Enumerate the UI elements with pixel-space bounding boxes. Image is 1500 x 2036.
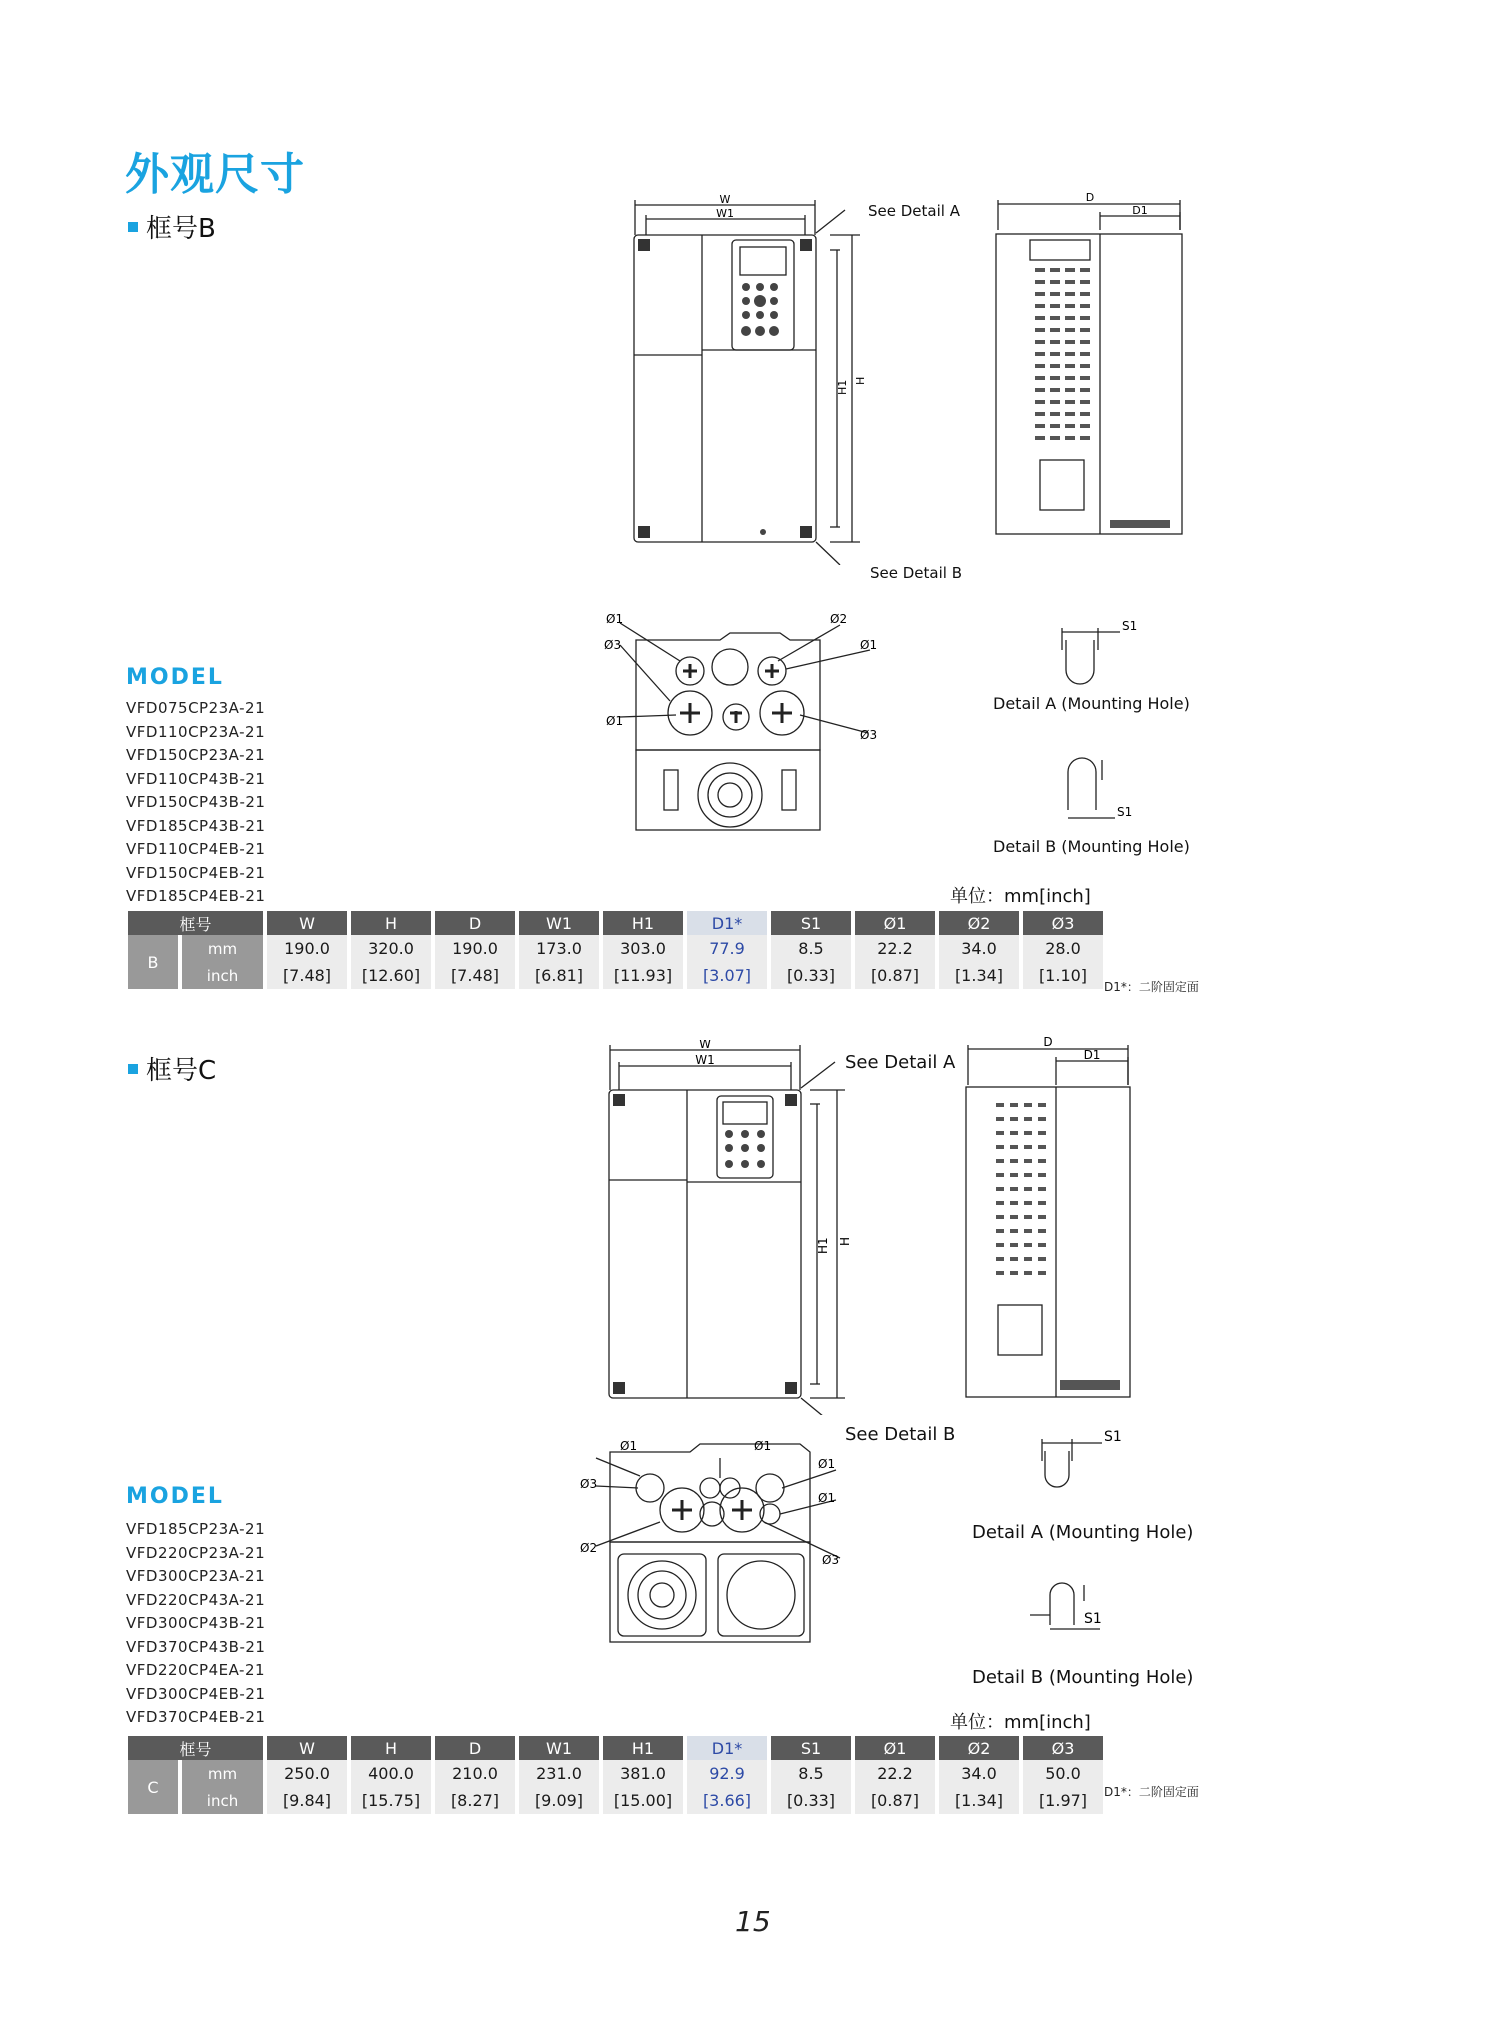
dim-h-label: H bbox=[838, 1236, 852, 1246]
phi1-label: Ø1 bbox=[754, 1439, 772, 1453]
table-cell: 210.0 bbox=[433, 1760, 517, 1787]
table-row bbox=[128, 962, 1105, 989]
table-cell: [3.66] bbox=[685, 1787, 769, 1814]
model-heading: MODEL bbox=[126, 1484, 224, 1509]
table-header: Ø2 bbox=[937, 911, 1021, 935]
table-cell: [9.09] bbox=[517, 1787, 601, 1814]
table-row bbox=[128, 935, 1105, 962]
phi3-label: Ø3 bbox=[580, 1477, 598, 1491]
page-title: 外观尺寸 bbox=[125, 149, 305, 200]
frame-b-detail-drawings bbox=[1040, 610, 1190, 820]
table-header: D bbox=[433, 1736, 517, 1760]
square-bullet-icon bbox=[128, 1064, 138, 1074]
s1-label: S1 bbox=[1084, 1611, 1102, 1627]
footnote: D1*：二阶固定面 bbox=[1104, 980, 1199, 994]
table-header: Ø3 bbox=[1021, 911, 1105, 935]
phi1-label: Ø1 bbox=[860, 638, 878, 652]
table-header: W bbox=[265, 911, 349, 935]
list-item: VFD220CP4EA-21 bbox=[126, 1661, 266, 1679]
table-cell: 77.9 bbox=[685, 935, 769, 962]
table-header: H1 bbox=[601, 1736, 685, 1760]
phi1-label: Ø1 bbox=[606, 714, 624, 728]
dim-w1-label: W1 bbox=[695, 1053, 715, 1067]
table-cell: [8.27] bbox=[433, 1787, 517, 1814]
list-item: VFD185CP43B-21 bbox=[126, 816, 266, 835]
dim-h1-label: H1 bbox=[836, 379, 849, 395]
table-cell: 28.0 bbox=[1021, 935, 1105, 962]
s1-label: S1 bbox=[1104, 1429, 1122, 1445]
table-cell: 231.0 bbox=[517, 1760, 601, 1787]
see-detail-a-label: See Detail A bbox=[845, 1052, 956, 1073]
table-cell: 190.0 bbox=[433, 935, 517, 962]
table-cell: [3.07] bbox=[685, 962, 769, 989]
list-item: VFD370CP4EB-21 bbox=[126, 1708, 266, 1726]
table-header: S1 bbox=[769, 911, 853, 935]
list-item: VFD300CP23A-21 bbox=[126, 1567, 266, 1585]
table-cell: 34.0 bbox=[937, 935, 1021, 962]
table-cell: 8.5 bbox=[769, 1760, 853, 1787]
frame-cell: B bbox=[128, 935, 180, 989]
unit-label: 单位：mm[inch] bbox=[950, 886, 1091, 907]
table-cell: 250.0 bbox=[265, 1760, 349, 1787]
frame-b-front-view bbox=[630, 195, 890, 565]
table-cell: [9.84] bbox=[265, 1787, 349, 1814]
table-cell: [12.60] bbox=[349, 962, 433, 989]
unit-cell: mm bbox=[180, 1760, 265, 1787]
table-header: Ø3 bbox=[1021, 1736, 1105, 1760]
detail-a-label: Detail A (Mounting Hole) bbox=[993, 694, 1190, 713]
table-header: 框号 bbox=[128, 911, 265, 935]
table-cell: 381.0 bbox=[601, 1760, 685, 1787]
frame-c-title: 框号C bbox=[128, 1050, 216, 1087]
list-item: VFD150CP23A-21 bbox=[126, 746, 266, 764]
table-cell: [0.87] bbox=[853, 1787, 937, 1814]
phi1-label: Ø1 bbox=[818, 1491, 836, 1505]
list-item: VFD110CP43B-21 bbox=[126, 769, 266, 788]
table-header: Ø1 bbox=[853, 1736, 937, 1760]
table-cell: 50.0 bbox=[1021, 1760, 1105, 1787]
dim-w-label: W bbox=[699, 1040, 711, 1051]
table-cell: [6.81] bbox=[517, 962, 601, 989]
table-header: Ø2 bbox=[937, 1736, 1021, 1760]
table-cell: [1.34] bbox=[937, 962, 1021, 989]
phi3-label: Ø3 bbox=[822, 1553, 840, 1567]
dim-w-label: W bbox=[719, 195, 731, 206]
see-detail-a-label: See Detail A bbox=[868, 202, 960, 220]
table-cell: 400.0 bbox=[349, 1760, 433, 1787]
table-cell: 303.0 bbox=[601, 935, 685, 962]
table-header: D bbox=[433, 911, 517, 935]
dim-d-label: D bbox=[1043, 1035, 1053, 1049]
spec-table-c bbox=[128, 1736, 1107, 1814]
table-header-row bbox=[128, 1736, 1105, 1760]
table-header: H bbox=[349, 1736, 433, 1760]
model-list bbox=[126, 1518, 265, 1730]
frame-cell: C bbox=[128, 1760, 180, 1814]
table-cell: 320.0 bbox=[349, 935, 433, 962]
table-header-row bbox=[128, 911, 1105, 935]
phi2-label: Ø2 bbox=[830, 612, 848, 626]
table-header: S1 bbox=[769, 1736, 853, 1760]
table-cell: [15.00] bbox=[601, 1787, 685, 1814]
table-cell: 92.9 bbox=[685, 1760, 769, 1787]
table-row bbox=[128, 1787, 1105, 1814]
table-row bbox=[128, 1760, 1105, 1787]
dim-d1-label: D1 bbox=[1132, 204, 1148, 217]
phi3-label: Ø3 bbox=[860, 728, 878, 742]
table-cell: [0.87] bbox=[853, 962, 937, 989]
list-item: VFD220CP23A-21 bbox=[126, 1543, 266, 1562]
list-item: VFD185CP4EB-21 bbox=[126, 887, 266, 905]
detail-b-label: Detail B (Mounting Hole) bbox=[972, 1667, 1194, 1688]
frame-b-bottom-view bbox=[590, 605, 890, 835]
model-list bbox=[126, 697, 265, 909]
frame-b-title: 框号B bbox=[128, 208, 216, 245]
table-cell: 34.0 bbox=[937, 1760, 1021, 1787]
table-cell: [11.93] bbox=[601, 962, 685, 989]
phi1-label: Ø1 bbox=[818, 1457, 836, 1471]
table-cell: 8.5 bbox=[769, 935, 853, 962]
list-item: VFD185CP23A-21 bbox=[126, 1520, 266, 1538]
list-item: VFD075CP23A-21 bbox=[126, 699, 266, 717]
table-cell: [0.33] bbox=[769, 962, 853, 989]
table-cell: [1.10] bbox=[1021, 962, 1105, 989]
dim-d-label: D bbox=[1085, 191, 1095, 204]
frame-c-side-view bbox=[960, 1035, 1135, 1400]
table-cell: [15.75] bbox=[349, 1787, 433, 1814]
table-header: H bbox=[349, 911, 433, 935]
list-item: VFD220CP43A-21 bbox=[126, 1590, 266, 1609]
dim-h1-label: H1 bbox=[816, 1237, 830, 1254]
table-cell: [1.34] bbox=[937, 1787, 1021, 1814]
footnote: D1*：二阶固定面 bbox=[1104, 1785, 1199, 1799]
phi3-label: Ø3 bbox=[604, 638, 622, 652]
table-header: 框号 bbox=[128, 1736, 265, 1760]
unit-cell: inch bbox=[180, 962, 265, 989]
detail-b-label: Detail B (Mounting Hole) bbox=[993, 837, 1190, 856]
phi2-label: Ø2 bbox=[580, 1541, 598, 1555]
unit-cell: inch bbox=[180, 1787, 265, 1814]
frame-c-front-view bbox=[605, 1040, 855, 1415]
table-cell: 22.2 bbox=[853, 935, 937, 962]
list-item: VFD300CP43B-21 bbox=[126, 1614, 266, 1632]
detail-a-label: Detail A (Mounting Hole) bbox=[972, 1522, 1194, 1543]
table-cell: [7.48] bbox=[433, 962, 517, 989]
model-heading: MODEL bbox=[126, 665, 224, 690]
unit-label: 单位：mm[inch] bbox=[950, 1712, 1091, 1733]
list-item: VFD370CP43B-21 bbox=[126, 1637, 266, 1656]
square-bullet-icon bbox=[128, 222, 138, 232]
table-cell: [7.48] bbox=[265, 962, 349, 989]
list-item: VFD150CP4EB-21 bbox=[126, 863, 266, 882]
unit-cell: mm bbox=[180, 935, 265, 962]
spec-table-b bbox=[128, 911, 1107, 989]
s1-label: S1 bbox=[1122, 619, 1138, 633]
table-header: D1* bbox=[685, 911, 769, 935]
table-cell: 173.0 bbox=[517, 935, 601, 962]
phi1-label: Ø1 bbox=[620, 1439, 638, 1453]
frame-b-side-view bbox=[990, 190, 1200, 550]
frame-c-bottom-view bbox=[570, 1430, 870, 1650]
dim-h-label: H bbox=[854, 376, 867, 385]
list-item: VFD110CP4EB-21 bbox=[126, 840, 266, 858]
table-header: Ø1 bbox=[853, 911, 937, 935]
table-cell: [0.33] bbox=[769, 1787, 853, 1814]
table-header: W bbox=[265, 1736, 349, 1760]
see-detail-b-label: See Detail B bbox=[870, 564, 962, 582]
table-cell: 190.0 bbox=[265, 935, 349, 962]
list-item: VFD110CP23A-21 bbox=[126, 722, 266, 741]
list-item: VFD150CP43B-21 bbox=[126, 793, 266, 811]
table-cell: 22.2 bbox=[853, 1760, 937, 1787]
dim-w1-label: W1 bbox=[716, 207, 734, 220]
table-header: W1 bbox=[517, 911, 601, 935]
table-header: D1* bbox=[685, 1736, 769, 1760]
see-detail-b-label: See Detail B bbox=[845, 1424, 956, 1445]
dim-d1-label: D1 bbox=[1083, 1048, 1101, 1062]
table-header: W1 bbox=[517, 1736, 601, 1760]
s1-label: S1 bbox=[1117, 805, 1133, 819]
page-number: 15 bbox=[735, 1905, 771, 1938]
table-header: H1 bbox=[601, 911, 685, 935]
list-item: VFD300CP4EB-21 bbox=[126, 1684, 266, 1703]
table-cell: [1.97] bbox=[1021, 1787, 1105, 1814]
phi1-label: Ø1 bbox=[606, 612, 624, 626]
